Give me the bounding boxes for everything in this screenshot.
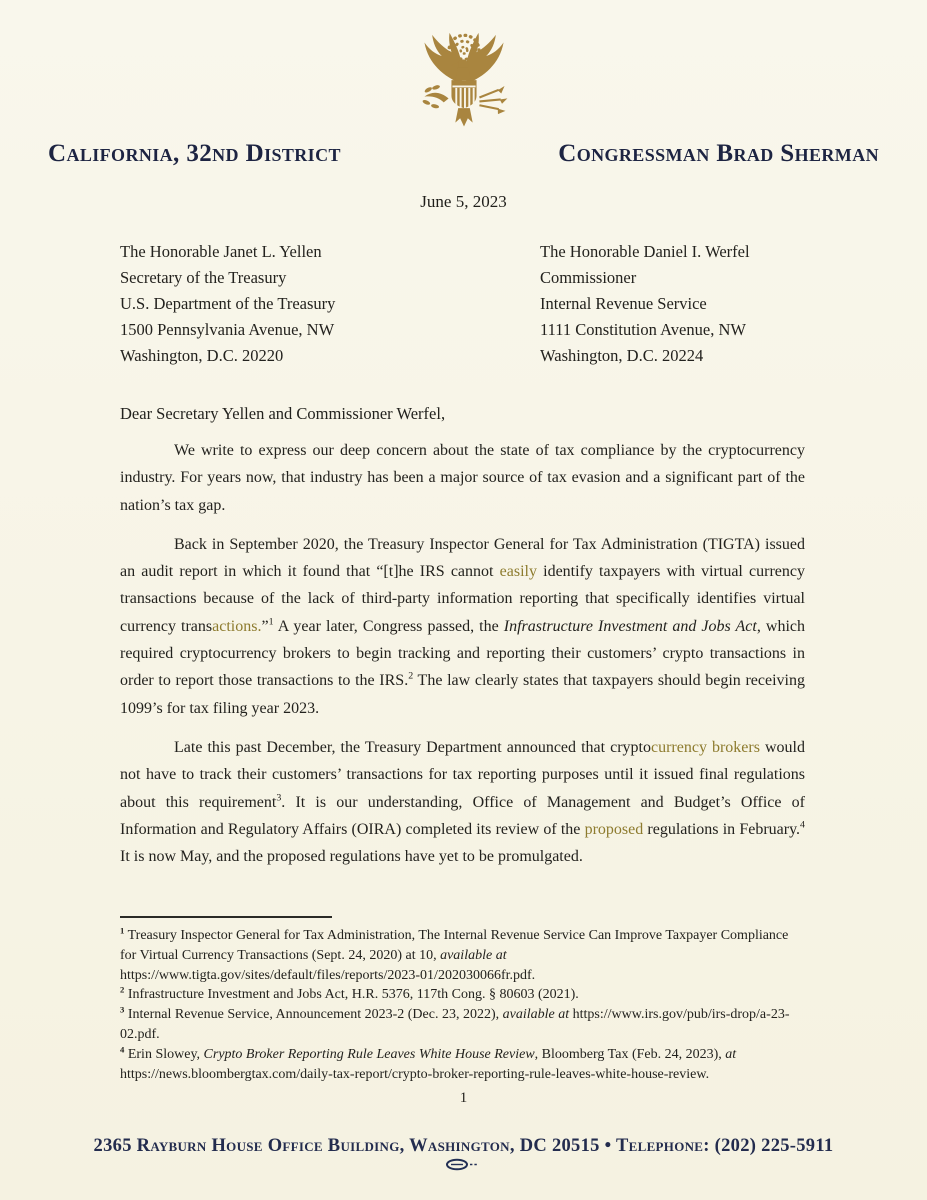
salutation: Dear Secretary Yellen and Commissioner Werfel,	[120, 404, 446, 423]
address-line: Secretary of the Treasury	[120, 268, 287, 287]
footnote-separator	[120, 916, 332, 918]
body-paragraph: We write to express our deep concern about the state of tax compliance by the cryptocurrency industry. For years now, that industry has been a major source of tax evasion and a significant part of the nation’s tax gap.	[120, 442, 805, 514]
letter-date: June 5, 2023	[420, 192, 507, 211]
recipient-addresses	[0, 239, 927, 369]
footnote-4: $^4$ Erin Slowey, Crypto Broker Reporting Rule Leaves White House Review, Bloomberg Tax (Feb. 24, 2023), at https://news.bloombergtax.com/daily-tax-report/crypto-broker-reporting-rule-leaves-white-house-review.	[120, 1044, 737, 1082]
recipient-irs	[540, 239, 750, 369]
great-seal-eagle-icon	[406, 30, 522, 140]
address-line: Commissioner	[540, 268, 637, 287]
seal-container	[0, 0, 927, 142]
footer	[0, 1136, 927, 1176]
office-address-line: 2365 Rayburn House Office Building, Washington, DC 20515 • Telephone: (202) 225-5911	[93, 1136, 834, 1156]
footnote-2: $^2$ Infrastructure Investment and Jobs Act, H.R. 5376, 117th Cong. § 80603 (2021).	[120, 984, 579, 1003]
footnote-3: $^3$ Internal Revenue Service, Announcement 2023-2 (Dec. 23, 2022), available at https://www.irs.gov/pub/irs-drop/a-23-02.pdf.	[120, 1004, 790, 1042]
address-line: Internal Revenue Service	[540, 294, 707, 313]
footnote-1: $^1$ Treasury Inspector General for Tax Administration, The Internal Revenue Service Can Improve Taxpayer Compliance for Virtual Currency Transactions (Sept. 24, 2020) at 10, available at https://www.tigta.gov/sites/default/files/reports/2023-01/202030066fr.pdf.	[120, 925, 789, 983]
body-paragraph: Late this past December, the Treasury Department announced that cryptocurrency brokers would not have to track their customers’ transactions for tax reporting purposes until it issued final regulations about this requirement$^3$. It is our understanding, Office of Management and Budget’s Office of Information and Regulatory Affairs (OIRA) completed its review of the proposed regulations in February.$^4$ It is now May, and the proposed regulations have yet to be promulgated.	[120, 738, 806, 866]
recipient-treasury	[120, 239, 540, 369]
congressman-title: Congressman Brad Sherman	[558, 140, 879, 167]
address-line: 1111 Constitution Avenue, NW	[540, 320, 746, 339]
letter-body	[120, 437, 805, 870]
body-paragraph: Back in September 2020, the Treasury Inspector General for Tax Administration (TIGTA) issued an audit report in which it found that “[t]he IRS cannot easily identify taxpayers with virtual currency transactions because of the lack of third-party information reporting that specifically identifies virtual currency transactions.”$^1$ A year later, Congress passed, the Infrastructure Investment and Jobs Act, which required cryptocurrency brokers to begin tracking and reporting their customers’ crypto transactions in order to report those transactions to the IRS.$^2$ The law clearly states that taxpayers should begin receiving 1099’s for tax filing year 2023.	[120, 535, 806, 717]
page-number: 1	[459, 1090, 468, 1106]
address-line: U.S. Department of the Treasury	[120, 294, 336, 313]
district-title: California, 32nd District	[48, 140, 341, 167]
address-line: 1500 Pennsylvania Avenue, NW	[120, 320, 335, 339]
address-line: Washington, D.C. 20224	[540, 346, 704, 365]
address-line: Washington, D.C. 20220	[120, 346, 284, 365]
address-line: The Honorable Daniel I. Werfel	[540, 242, 750, 261]
printer-union-bug-icon	[0, 1158, 927, 1176]
address-line: The Honorable Janet L. Yellen	[120, 242, 322, 261]
footnotes-section	[120, 916, 806, 1084]
